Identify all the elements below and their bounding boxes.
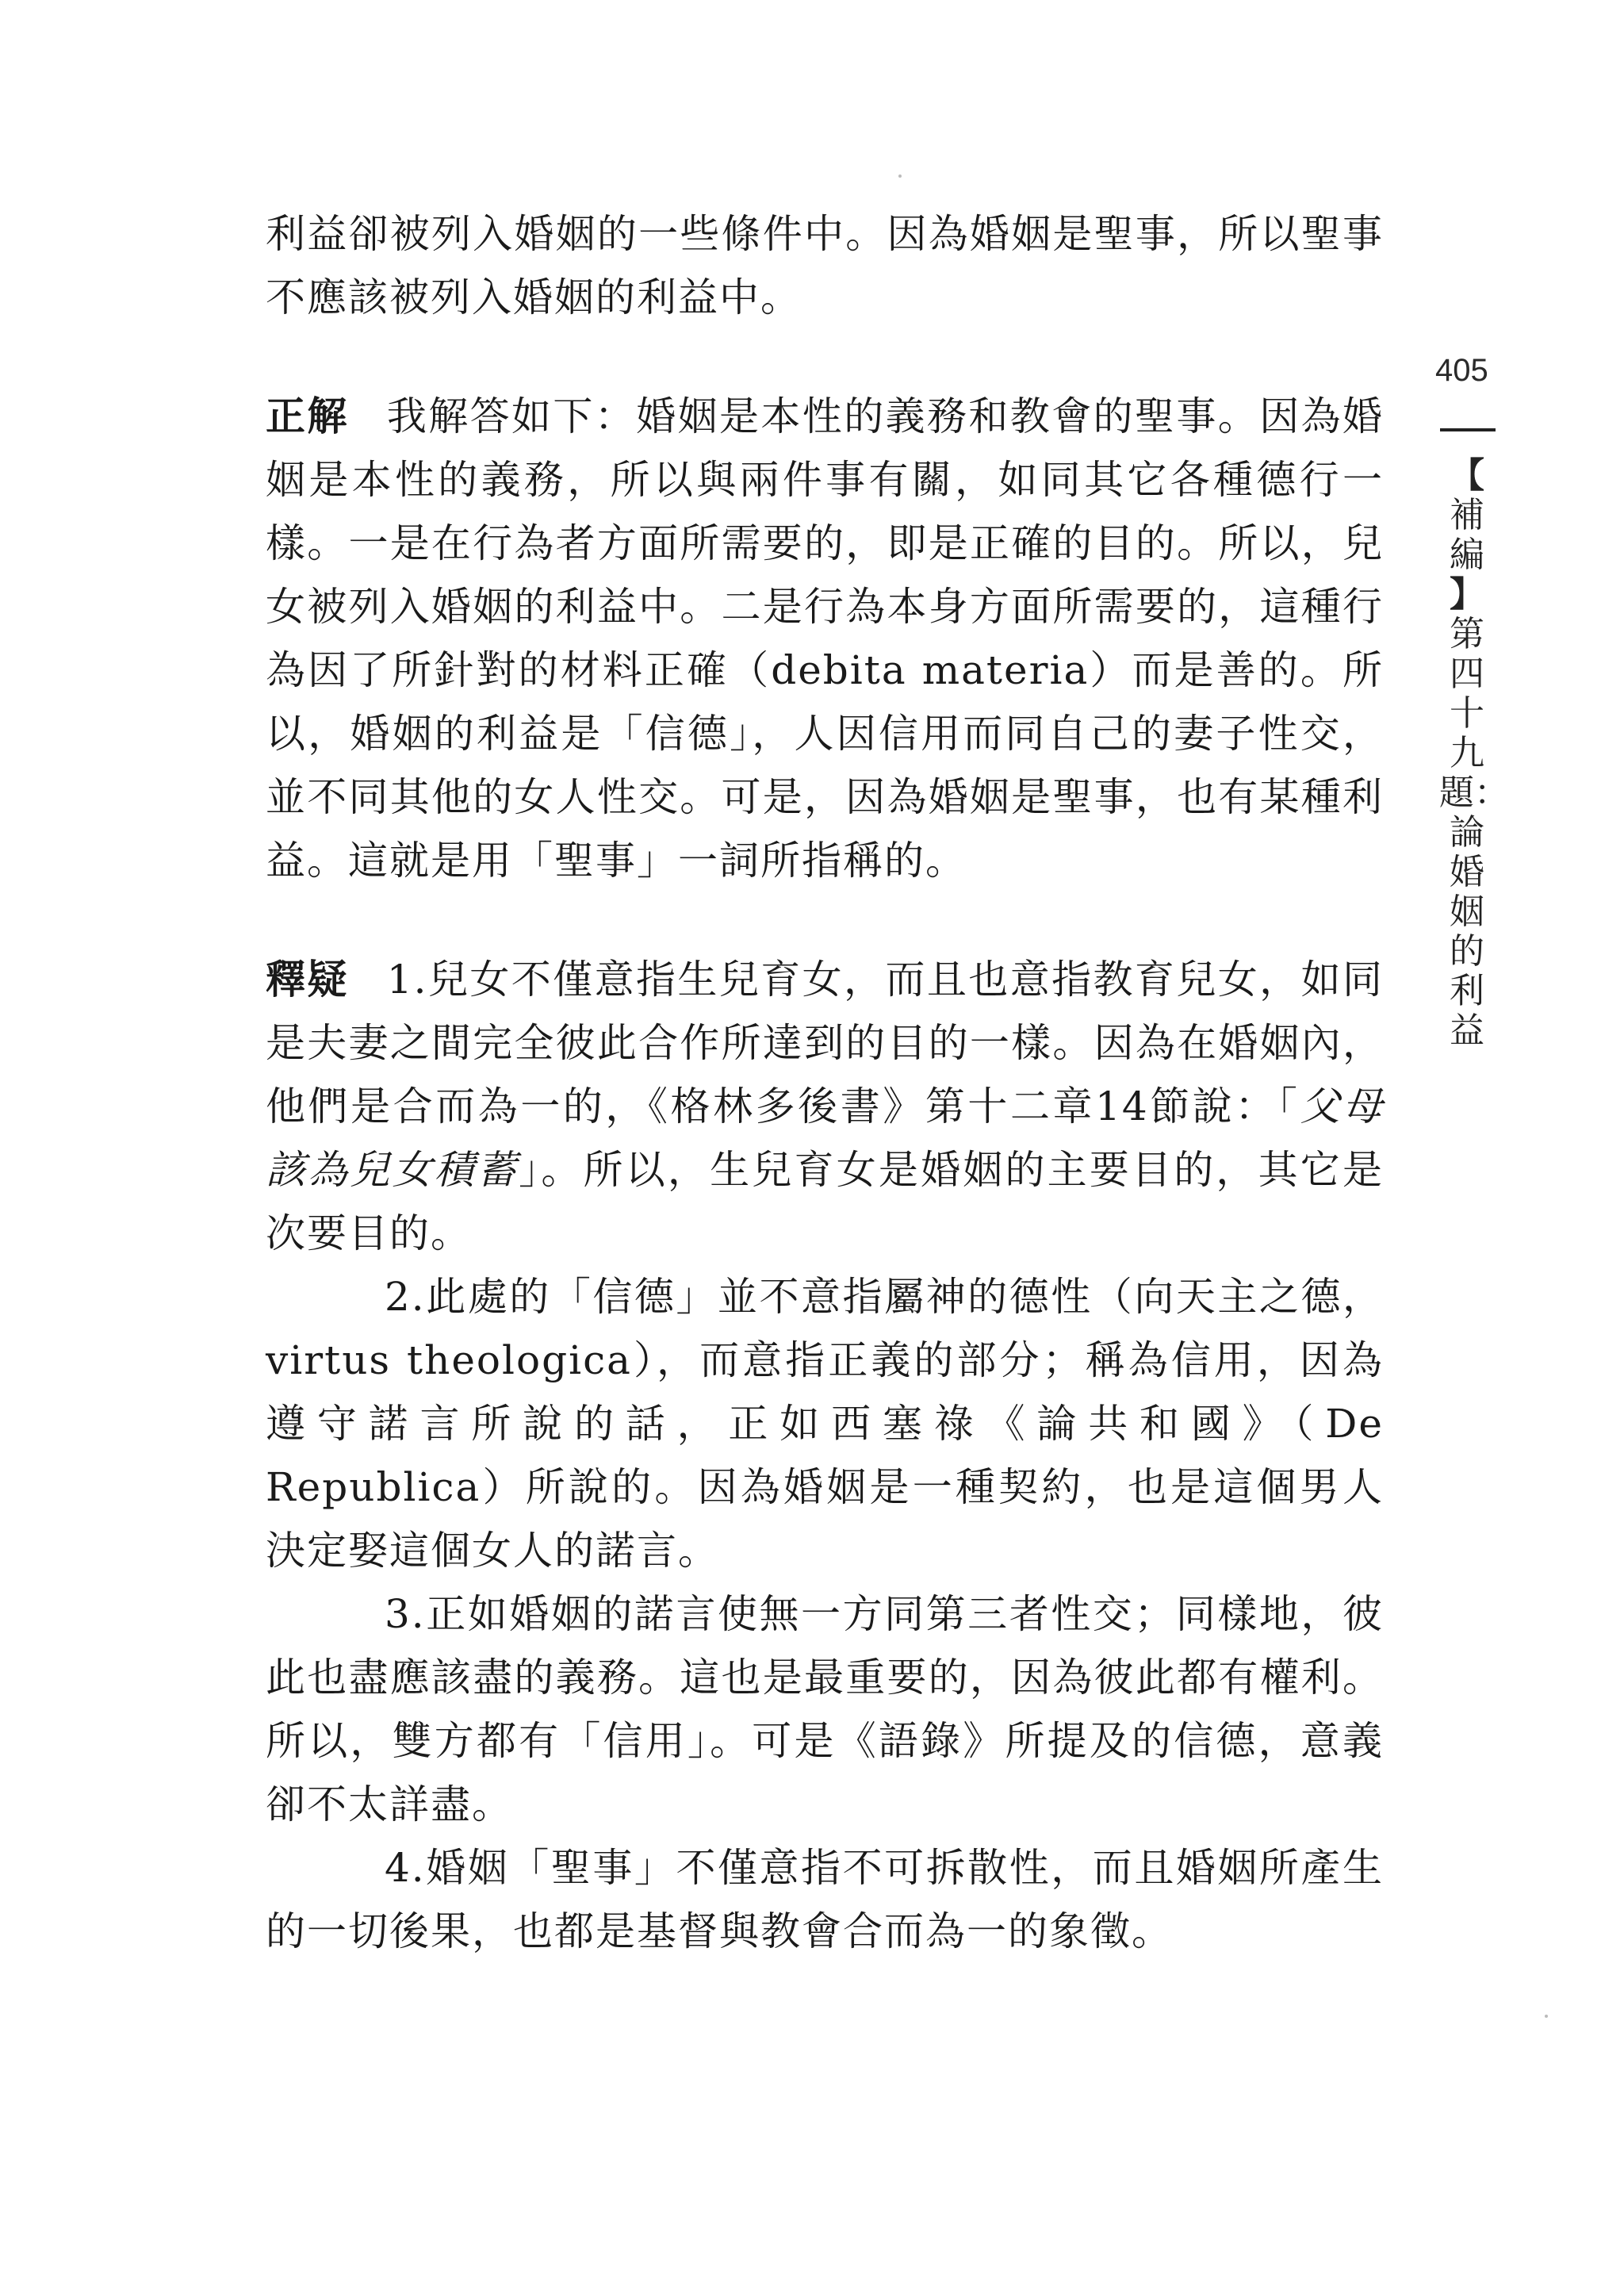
paragraph-shiyi-3: 3.正如婚姻的諾言使無一方同第三者性交；同樣地，彼此也盡應該盡的義務。這也是最重要的，因為彼此都有權利。所以，雙方都有「信用」。可是《語錄》所提及的信德，意義卻不太詳盡。 xyxy=(266,1591,1384,1827)
paragraph-shiyi-2: 2.此處的「信德」並不意指屬神的德性（向天主之德，virtus theologica），而意指正義的部分；稱為信用，因為遵守諾言所說的話，正如西塞祿《論共和國》（De Republica）所說的。因為婚姻是一種契約，也是這個男人決定娶這個女人的諾言。 xyxy=(266,1274,1384,1574)
running-head-bracket-close: 】 xyxy=(1450,574,1484,615)
running-head-section: 補編 xyxy=(1450,495,1484,575)
running-head xyxy=(1439,455,1509,1051)
zhengjie-text: 我解答如下：婚姻是本性的義務和教會的聖事。因為婚姻是本性的義務，所以與兩件事有關，如同其它各種德行一樣。一是在行為者方面所需要的，即是正確的目的。所以，兒女被列入婚姻的利益中。二是行為本身方面所需要的，這種行為因了所針對的材料正確（debita materia）而是善的。所以，婚姻的利益是「信德」，人因信用而同自己的妻子性交，並不同其他的女人性交。可是，因為婚姻是聖事，也有某種利益。這就是用「聖事」一詞所指稱的。 xyxy=(266,393,1385,884)
shiyi-1-text-b: 」。所以，生兒育女是婚姻的主要目的，其它是次要目的。 xyxy=(266,1147,1385,1256)
shiyi-1-quote: 父母該為兒女積蓄 xyxy=(266,1083,1385,1193)
paragraph-zhengjie xyxy=(266,385,1384,892)
running-head-title: 第四十九題：論婚姻的利益 xyxy=(1439,614,1509,1051)
paragraph-shiyi-4: 4.婚姻「聖事」不僅意指不可拆散性，而且婚姻所產生的一切後果，也都是基督與教會合而為一的象徵。 xyxy=(266,1845,1384,1954)
main-text xyxy=(266,202,1384,1963)
shiyi-1-text-a: 1.兒女不僅意指生兒育女，而且也意指教育兒女，如同是夫妻之間完全彼此合作所達到的目的一樣。因為在婚姻內，他們是合而為一的，《格林多後書》第十二章14節說：「 xyxy=(266,957,1384,1129)
scan-speck xyxy=(898,174,902,178)
scan-speck xyxy=(1545,2015,1548,2018)
running-head-bracket-open: 【 xyxy=(1450,455,1484,496)
zhengjie-label: 正解 xyxy=(266,393,349,439)
paragraph-shiyi-1 xyxy=(266,948,1384,1265)
page-number: 405 xyxy=(1435,353,1488,388)
paragraph-continuation: 利益卻被列入婚姻的一些條件中。因為婚姻是聖事，所以聖事不應該被列入婚姻的利益中。 xyxy=(266,211,1384,320)
page-number-rule xyxy=(1440,428,1496,431)
shiyi-label: 釋疑 xyxy=(266,957,349,1003)
